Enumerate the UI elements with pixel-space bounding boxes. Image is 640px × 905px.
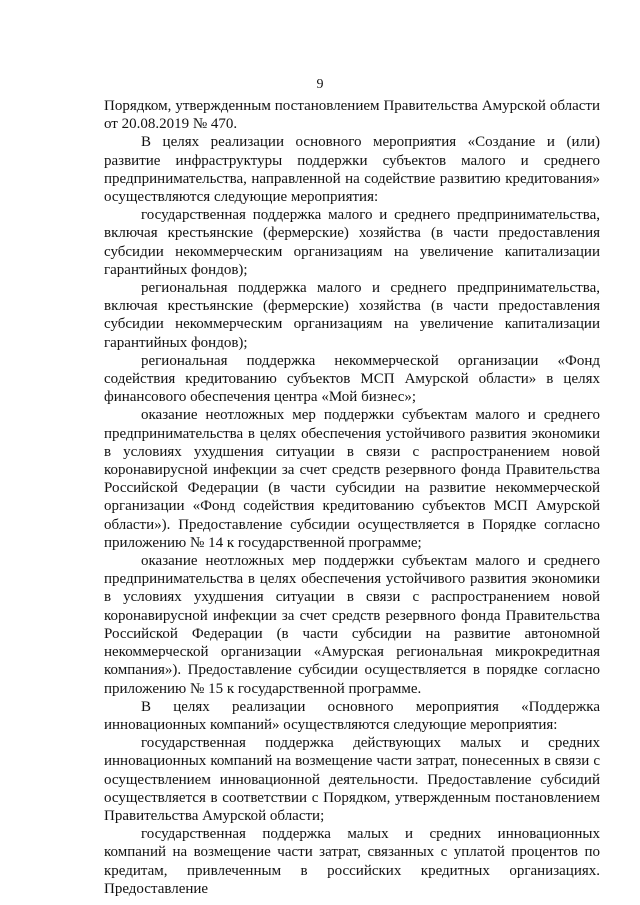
- paragraph-infrastructure-intro: В целях реализации основного мероприятия «Создание и (или) развитие инфраструктуры поддержки субъектов малого и среднего предпринимательства, направленной на содействие развитию кредитования» осуществляются следующие мероприятия:: [104, 134, 600, 206]
- paragraph-innovation-costs: государственная поддержка действующих малых и средних инновационных компаний на возмещение части затрат, понесенных в связи с осуществлением инновационной деятельности. Предоставление субсидий осуществляется в соответствии с Порядком, утвержденным постановлением Правительства Амурской области;: [104, 735, 600, 824]
- page-number: 9: [316, 77, 324, 92]
- paragraph-innovation-interest: государственная поддержка малых и средних инновационных компаний на возмещение части затрат, связанных с уплатой процентов по кредитам, привлеченным в российских кредитных организациях. Предоставление: [104, 826, 600, 897]
- paragraph-urgent-support-microcredit: оказание неотложных мер поддержки субъектам малого и среднего предпринимательства в целях обеспечения устойчивого развития экономики в условиях ухудшения ситуации в связи с распространением новой коронавирусной инфекции за счет средств резервного фонда Правительства Российской Федерации (в части субсидии на развитие автономной некоммерческой организации «Амурская региональная микрокредитная компания»). Предоставление субсидии осуществляется в порядке согласно приложению № 15 к государственной программе.: [104, 553, 600, 697]
- paragraph-regional-support-fund-my-business: региональная поддержка некоммерческой организации «Фонд содействия кредитованию субъектов МСП Амурской области» в целях финансового обеспечения центра «Мой бизнес»;: [104, 352, 600, 406]
- paragraph-state-support-guarantee-funds: государственная поддержка малого и среднего предпринимательства, включая крестьянские (фермерские) хозяйства (в части предоставления субсидии некоммерческим организациям на увеличение капитализации гарантийных фондов);: [104, 207, 600, 278]
- document-body: [104, 97, 600, 898]
- paragraph-regional-support-guarantee-funds: региональная поддержка малого и среднего предпринимательства, включая крестьянские (фермерские) хозяйства (в части предоставления субсидии некоммерческим организациям на увеличение капитализации гарантийных фондов);: [104, 280, 600, 351]
- paragraph-urgent-support-fund: оказание неотложных мер поддержки субъектам малого и среднего предпринимательства в целях обеспечения устойчивого развития экономики в условиях ухудшения ситуации в связи с распространением новой коронавирусной инфекции за счет средств резервного фонда Правительства Российской Федерации (в части субсидии на развитие некоммерческой организации «Фонд содействия кредитованию субъектов МСП Амурской области»). Предоставление субсидии осуществляется в Порядке согласно приложению № 14 к государственной программе;: [104, 407, 600, 551]
- paragraph-continuation: Порядком, утвержденным постановлением Правительства Амурской области от 20.08.2019 № 470.: [104, 98, 600, 133]
- paragraph-innovation-intro: В целях реализации основного мероприятия «Поддержка инновационных компаний» осуществляются следующие мероприятия:: [104, 698, 600, 733]
